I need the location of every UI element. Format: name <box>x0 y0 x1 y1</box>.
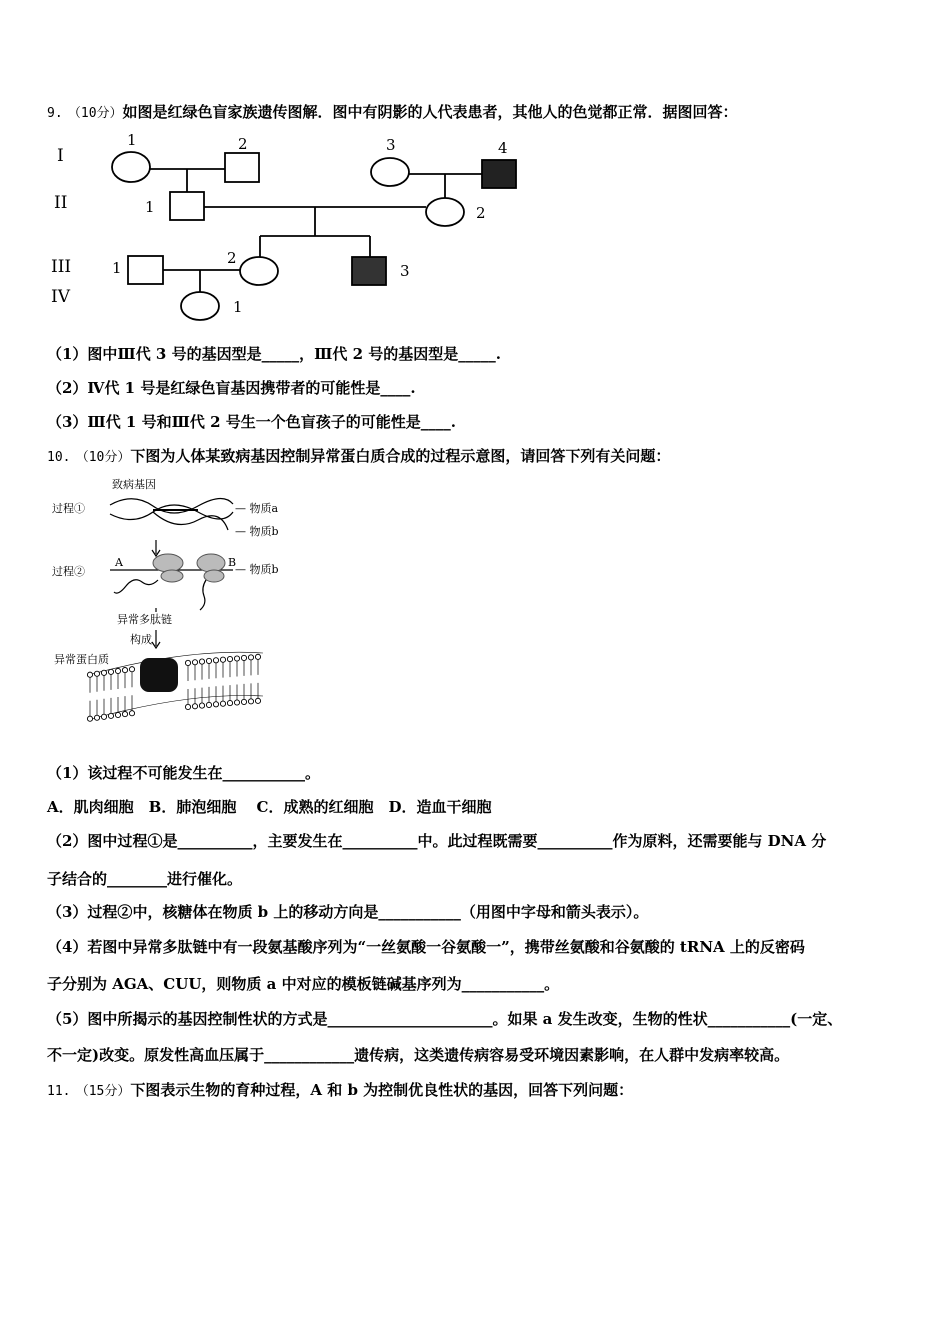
phospholipid-head <box>199 659 204 664</box>
phospholipid-head <box>241 699 246 704</box>
q10-sub4-line2: 子分别为 AGA、CUU，则物质 a 中对应的模板链碱基序列为___________。 <box>47 975 560 993</box>
q9-stem-line <box>47 102 738 124</box>
q10-sub3: （3）过程②中，核糖体在物质 b 上的移动方向是___________（用图中字母和箭头表示）。 <box>47 903 649 921</box>
I-3-female <box>371 158 409 186</box>
phospholipid-head <box>248 699 253 704</box>
I-1-label: 1 <box>127 131 137 149</box>
gen-label-I: I <box>57 146 64 166</box>
phospholipid-head <box>234 700 239 705</box>
phospholipid-head <box>227 656 232 661</box>
phospholipid-head <box>199 703 204 708</box>
q11-stem-line <box>47 1080 633 1102</box>
ribosome-2-small <box>204 570 224 582</box>
gen-label-III: III <box>51 257 72 277</box>
q11-number: 11. <box>47 1084 71 1099</box>
phospholipid-head <box>220 657 225 662</box>
phospholipid-head <box>108 669 113 674</box>
q10-number: 10. <box>47 450 71 465</box>
q11-stem: 下图表示生物的育种过程，A 和 b 为控制优良性状的基因，回答下列问题： <box>130 1081 634 1099</box>
phospholipid-head <box>227 700 232 705</box>
I-4-label: 4 <box>498 139 508 157</box>
I-2-male <box>225 153 259 182</box>
q9-number: 9. <box>47 106 63 121</box>
phospholipid-head <box>206 702 211 707</box>
gen-label-IV: IV <box>51 287 70 307</box>
ribosome-1-small <box>161 570 183 582</box>
II-2-female <box>426 198 464 226</box>
phospholipid-head <box>248 655 253 660</box>
phospholipid-head <box>115 668 120 673</box>
II-1-label: 1 <box>145 198 155 216</box>
phospholipid-head <box>213 658 218 663</box>
ribosome-2-large <box>197 554 225 572</box>
gene-label: 致病基因 <box>112 478 156 491</box>
phospholipid-head <box>94 715 99 720</box>
phospholipid-head <box>206 658 211 663</box>
q9-sub2: （2）Ⅳ代 1 号是红绿色盲基因携带者的可能性是____. <box>47 379 416 397</box>
III-2-female <box>240 257 278 285</box>
I-2-label: 2 <box>238 135 248 153</box>
phospholipid-head <box>122 667 127 672</box>
substance-a-label: — 物质a <box>235 502 279 515</box>
q9-score: （10分） <box>67 106 123 121</box>
III-1-label: 1 <box>112 259 122 277</box>
process2-label: 过程② <box>52 565 85 578</box>
q10-score: （10分） <box>75 450 131 465</box>
gen-label-II: II <box>54 193 68 213</box>
phospholipid-head <box>255 698 260 703</box>
substance-b-label-2: — 物质b <box>235 563 279 576</box>
phospholipid-head <box>115 712 120 717</box>
I-3-label: 3 <box>386 136 396 154</box>
phospholipid-head <box>87 716 92 721</box>
phospholipid-head <box>213 702 218 707</box>
process1-label: 过程① <box>52 502 85 515</box>
substance-b-label-1: — 物质b <box>235 525 279 538</box>
label-B: B <box>228 556 237 569</box>
I-1-female <box>112 152 150 182</box>
phospholipid-head <box>241 655 246 660</box>
q9-sub1: （1）图中Ⅲ代 3 号的基因型是_____，Ⅲ代 2 号的基因型是_____. <box>47 345 501 363</box>
phospholipid-head <box>220 701 225 706</box>
protein-label: 异常蛋白质 <box>54 653 109 666</box>
phospholipid-head <box>129 667 134 672</box>
polypeptide-label: 异常多肽链 <box>117 613 172 626</box>
q10-sub5-line1: （5）图中所揭示的基因控制性状的方式是______________________。如果 a 发生改变，生物的性状___________(一定、 <box>47 1010 843 1028</box>
phospholipid-head <box>192 704 197 709</box>
q10-sub5-line2: 不一定)改变。原发性高血压属于____________遗传病，这类遗传病容易受环境因素影响，在人群中发病率较高。 <box>47 1046 790 1064</box>
q9-stem: 如图是红绿色盲家族遗传图解．图中有阴影的人代表患者，其他人的色觉都正常．据图回答： <box>122 103 738 121</box>
IV-1-label: 1 <box>233 298 243 316</box>
phospholipid-head <box>255 654 260 659</box>
phospholipid-head <box>101 670 106 675</box>
phospholipid-head <box>94 671 99 676</box>
label-A: A <box>115 556 123 569</box>
q10-sub4-line1: （4）若图中异常多肽链中有一段氨基酸序列为“一丝氨酸一谷氨酸一”，携带丝氨酸和谷氨酸的 tRNA 上的反密码 <box>47 938 805 956</box>
q10-sub1: （1）该过程不可能发生在___________。 <box>47 764 320 782</box>
q9-sub3: （3）Ⅲ代 1 号和Ⅲ代 2 号生一个色盲孩子的可能性是____. <box>47 413 456 431</box>
q10-sub2-line1: （2）图中过程①是__________，主要发生在__________中。此过程既需要__________作为原料，还需要能与 DNA 分 <box>47 832 827 850</box>
q10-options: A．肌肉细胞 B．肺泡细胞 C．成熟的红细胞 D．造血干细胞 <box>47 798 492 816</box>
phospholipid-head <box>129 711 134 716</box>
phospholipid-head <box>101 714 106 719</box>
II-2-label: 2 <box>476 204 486 222</box>
q10-sub2-line2: 子结合的________进行催化。 <box>47 870 243 888</box>
ribosome-1-large <box>153 554 183 572</box>
phospholipid-head <box>87 672 92 677</box>
I-4-male-affected <box>482 160 516 188</box>
phospholipid-head <box>185 660 190 665</box>
III-3-male-affected <box>352 257 386 285</box>
q10-stem-line <box>47 446 670 468</box>
q11-score: （15分） <box>75 1084 131 1099</box>
phospholipid-head <box>192 660 197 665</box>
III-2-label: 2 <box>227 249 237 267</box>
compose-label: 构成 <box>130 633 152 646</box>
IV-1-female <box>181 292 219 320</box>
phospholipid-head <box>185 704 190 709</box>
III-3-label: 3 <box>400 262 410 280</box>
phospholipid-head <box>108 713 113 718</box>
gene-expression-diagram <box>48 470 318 740</box>
abnormal-protein <box>140 658 178 692</box>
pedigree-diagram <box>40 130 560 330</box>
q10-stem: 下图为人体某致病基因控制异常蛋白质合成的过程示意图，请回答下列有关问题： <box>130 447 671 465</box>
II-1-male <box>170 192 204 220</box>
phospholipid-head <box>234 656 239 661</box>
III-1-male <box>128 256 163 284</box>
phospholipid-head <box>122 711 127 716</box>
